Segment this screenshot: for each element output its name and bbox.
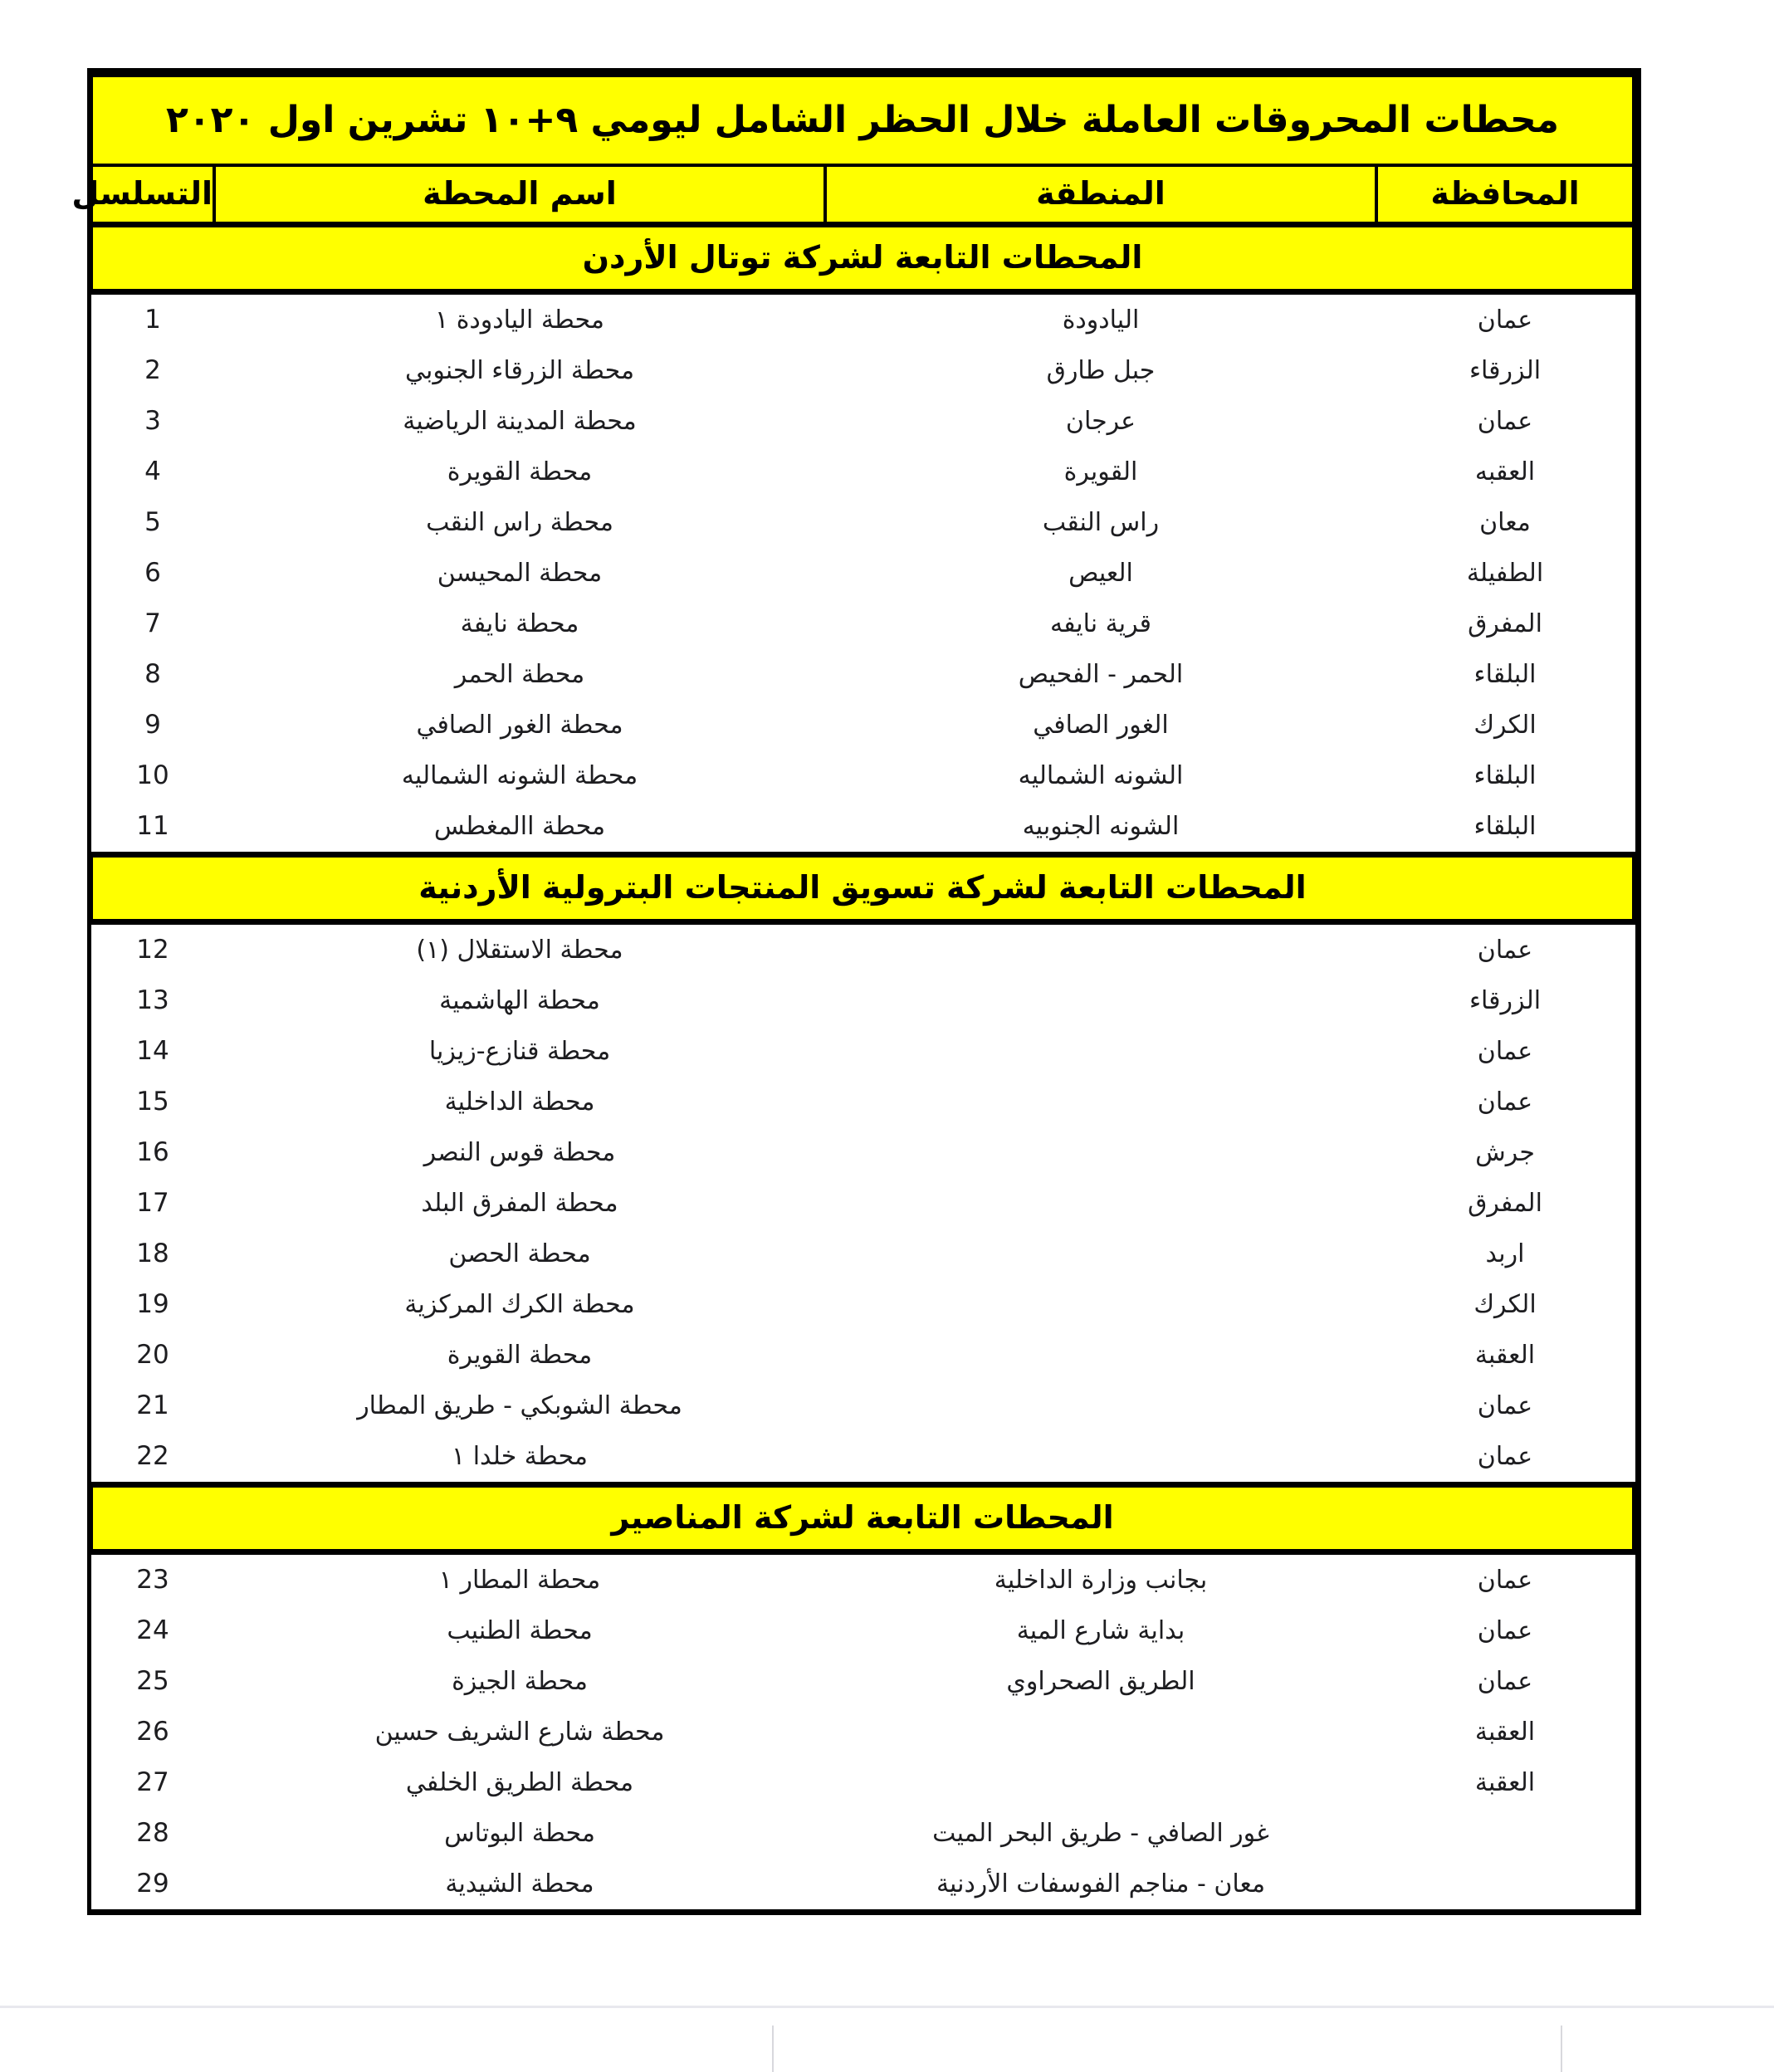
- column-header-station-name: اسم المحطة: [214, 165, 825, 225]
- cell-governorate: عمان: [1376, 1552, 1634, 1606]
- cell-region: القويرة: [825, 447, 1376, 497]
- section-heading-label: المحطات التابعة لشركة المناصير: [91, 1485, 1634, 1552]
- table-row[interactable]: [91, 1808, 1634, 1859]
- cell-governorate: الطفيلة: [1376, 548, 1634, 599]
- cell-station-name: محطة االمغطس: [214, 801, 825, 855]
- cell-governorate: البلقاء: [1376, 801, 1634, 855]
- cell-station-name: محطة الهاشمية: [214, 975, 825, 1026]
- cell-governorate: عمان: [1376, 1077, 1634, 1127]
- cell-station-name: محطة الطريق الخلفي: [214, 1757, 825, 1808]
- cell-governorate: الزرقاء: [1376, 975, 1634, 1026]
- cell-station-name: محطة الطنيب: [214, 1605, 825, 1656]
- cell-governorate: عمان: [1376, 1656, 1634, 1707]
- cell-governorate: العقبة: [1376, 1330, 1634, 1381]
- cell-station-name: محطة الغور الصافي: [214, 700, 825, 750]
- cell-region: راس النقب: [825, 497, 1376, 548]
- cell-region: الشونه الجنوبيه: [825, 801, 1376, 855]
- cell-region: [825, 1127, 1376, 1178]
- cell-station-name: محطة الحمر: [214, 649, 825, 700]
- table-body: [71, 76, 1634, 1909]
- table-row[interactable]: [91, 1431, 1634, 1485]
- cell-governorate: البلقاء: [1376, 649, 1634, 700]
- cell-seq: 3: [91, 396, 214, 447]
- cell-station-name: محطة نايفة: [214, 599, 825, 649]
- table-row[interactable]: [91, 1178, 1634, 1229]
- table-row[interactable]: [91, 1330, 1634, 1381]
- table-title-row: [91, 76, 1634, 165]
- cell-governorate: عمان: [1376, 1026, 1634, 1077]
- table-row[interactable]: [91, 1026, 1634, 1077]
- cell-seq: 8: [91, 649, 214, 700]
- cell-region: [825, 1229, 1376, 1279]
- section-header-jopetrol: [91, 855, 1634, 922]
- cell-region: الغور الصافي: [825, 700, 1376, 750]
- cell-station-name: محطة المطار ١: [214, 1552, 825, 1606]
- cell-seq: 27: [91, 1757, 214, 1808]
- table-row[interactable]: [91, 1279, 1634, 1330]
- table-row[interactable]: [91, 599, 1634, 649]
- table-row[interactable]: [91, 447, 1634, 497]
- cell-governorate: الزرقاء: [1376, 345, 1634, 396]
- stations-table: [71, 74, 1635, 1909]
- table-row[interactable]: [91, 1859, 1634, 1909]
- cell-station-name: محطة قوس النصر: [214, 1127, 825, 1178]
- cell-station-name: محطة الشيدية: [214, 1859, 825, 1909]
- cell-governorate: اربد: [1376, 1229, 1634, 1279]
- cell-seq: 4: [91, 447, 214, 497]
- cell-seq: 10: [91, 750, 214, 801]
- cell-seq: 18: [91, 1229, 214, 1279]
- cell-station-name: محطة الحصن: [214, 1229, 825, 1279]
- section-heading-label: المحطات التابعة لشركة توتال الأردن: [91, 225, 1634, 292]
- cell-governorate: الكرك: [1376, 1279, 1634, 1330]
- cell-seq: 29: [91, 1859, 214, 1909]
- table-row[interactable]: [91, 1381, 1634, 1431]
- cell-seq: 2: [91, 345, 214, 396]
- cell-region: الشونه الشماليه: [825, 750, 1376, 801]
- cell-seq: 20: [91, 1330, 214, 1381]
- cell-region: [825, 1431, 1376, 1485]
- cell-seq: 9: [91, 700, 214, 750]
- sheet-vertical-rule-left: [772, 2026, 774, 2072]
- cell-station-name: محطة اليادودة ١: [214, 292, 825, 346]
- cell-station-name: محطة القويرة: [214, 447, 825, 497]
- cell-region: العيص: [825, 548, 1376, 599]
- cell-region: [825, 922, 1376, 976]
- cell-governorate: [1376, 1808, 1634, 1859]
- table-row[interactable]: [91, 1229, 1634, 1279]
- cell-seq: 6: [91, 548, 214, 599]
- table-row[interactable]: [91, 345, 1634, 396]
- cell-region: [825, 1330, 1376, 1381]
- cell-seq: 16: [91, 1127, 214, 1178]
- table-row[interactable]: [91, 975, 1634, 1026]
- table-row[interactable]: [91, 1656, 1634, 1707]
- cell-governorate: عمان: [1376, 1381, 1634, 1431]
- cell-station-name: محطة المحيسن: [214, 548, 825, 599]
- cell-seq: 21: [91, 1381, 214, 1431]
- cell-region: [825, 1026, 1376, 1077]
- cell-region: بداية شارع المية: [825, 1605, 1376, 1656]
- cell-seq: 26: [91, 1707, 214, 1757]
- cell-governorate: البلقاء: [1376, 750, 1634, 801]
- cell-region: معان - مناجم الفوسفات الأردنية: [825, 1859, 1376, 1909]
- table-row[interactable]: [91, 292, 1634, 346]
- cell-region: الحمر - الفحيص: [825, 649, 1376, 700]
- sheet-horizontal-rule: [0, 2006, 1774, 2008]
- cell-region: قرية نايفه: [825, 599, 1376, 649]
- cell-station-name: محطة المدينة الرياضية: [214, 396, 825, 447]
- cell-region: [825, 1178, 1376, 1229]
- cell-station-name: محطة شارع الشريف حسين: [214, 1707, 825, 1757]
- cell-region: [825, 1077, 1376, 1127]
- cell-station-name: محطة البوتاس: [214, 1808, 825, 1859]
- table-row[interactable]: [91, 1605, 1634, 1656]
- section-header-total-jordan: [91, 225, 1634, 292]
- table-row[interactable]: [91, 700, 1634, 750]
- cell-governorate: المفرق: [1376, 599, 1634, 649]
- column-header-region: المنطقة: [825, 165, 1376, 225]
- cell-governorate: [1376, 1859, 1634, 1909]
- cell-region: بجانب وزارة الداخلية: [825, 1552, 1376, 1606]
- page-title: محطات المحروقات العاملة خلال الحظر الشامل ليومي ٩+١٠ تشرين اول ٢٠٢٠: [91, 76, 1634, 165]
- cell-station-name: محطة قنازع-زيزيا: [214, 1026, 825, 1077]
- cell-seq: 14: [91, 1026, 214, 1077]
- cell-seq: 28: [91, 1808, 214, 1859]
- cell-seq: 22: [91, 1431, 214, 1485]
- cell-station-name: محطة الزرقاء الجنوبي: [214, 345, 825, 396]
- cell-station-name: محطة الجيزة: [214, 1656, 825, 1707]
- table-row[interactable]: [91, 1077, 1634, 1127]
- cell-region: الطريق الصحراوي: [825, 1656, 1376, 1707]
- cell-region: [825, 1279, 1376, 1330]
- section-heading-label: المحطات التابعة لشركة تسويق المنتجات البترولية الأردنية: [91, 855, 1634, 922]
- table-row[interactable]: [91, 548, 1634, 599]
- table-row[interactable]: [91, 750, 1634, 801]
- cell-region: غور الصافي - طريق البحر الميت: [825, 1808, 1376, 1859]
- cell-governorate: عمان: [1376, 292, 1634, 346]
- table-row[interactable]: [91, 497, 1634, 548]
- cell-region: عرجان: [825, 396, 1376, 447]
- cell-region: اليادودة: [825, 292, 1376, 346]
- column-header-governorate: المحافظة: [1376, 165, 1634, 225]
- stations-table-container: [71, 68, 1641, 1915]
- cell-governorate: معان: [1376, 497, 1634, 548]
- cell-station-name: محطة راس النقب: [214, 497, 825, 548]
- cell-seq: 13: [91, 975, 214, 1026]
- cell-governorate: المفرق: [1376, 1178, 1634, 1229]
- table-row[interactable]: [91, 1127, 1634, 1178]
- cell-station-name: محطة المفرق البلد: [214, 1178, 825, 1229]
- cell-seq: 11: [91, 801, 214, 855]
- table-row[interactable]: [91, 1757, 1634, 1808]
- cell-seq: 19: [91, 1279, 214, 1330]
- column-header-seq: التسلسل: [91, 165, 214, 225]
- cell-governorate: عمان: [1376, 922, 1634, 976]
- cell-governorate: العقبة: [1376, 1757, 1634, 1808]
- cell-station-name: محطة الشونه الشماليه: [214, 750, 825, 801]
- cell-region: [825, 975, 1376, 1026]
- cell-region: [825, 1381, 1376, 1431]
- column-header-row: [91, 165, 1634, 225]
- cell-governorate: جرش: [1376, 1127, 1634, 1178]
- cell-governorate: عمان: [1376, 396, 1634, 447]
- table-row[interactable]: [91, 649, 1634, 700]
- cell-region: [825, 1757, 1376, 1808]
- cell-station-name: محطة الشوبكي - طريق المطار: [214, 1381, 825, 1431]
- cell-seq: 25: [91, 1656, 214, 1707]
- table-row[interactable]: [91, 1707, 1634, 1757]
- cell-station-name: محطة القويرة: [214, 1330, 825, 1381]
- cell-governorate: العقبه: [1376, 447, 1634, 497]
- cell-seq: 17: [91, 1178, 214, 1229]
- cell-station-name: محطة الاستقلال (١): [214, 922, 825, 976]
- cell-seq: 12: [91, 922, 214, 976]
- cell-station-name: محطة الكرك المركزية: [214, 1279, 825, 1330]
- table-row[interactable]: [91, 801, 1634, 855]
- cell-region: [825, 1707, 1376, 1757]
- cell-seq: 7: [91, 599, 214, 649]
- cell-station-name: محطة الداخلية: [214, 1077, 825, 1127]
- cell-seq: 24: [91, 1605, 214, 1656]
- cell-governorate: الكرك: [1376, 700, 1634, 750]
- cell-governorate: العقبة: [1376, 1707, 1634, 1757]
- cell-seq: 5: [91, 497, 214, 548]
- table-row[interactable]: [91, 1552, 1634, 1606]
- sheet-vertical-rule-right: [1561, 2026, 1562, 2072]
- cell-seq: 23: [91, 1552, 214, 1606]
- cell-governorate: عمان: [1376, 1605, 1634, 1656]
- cell-region: جبل طارق: [825, 345, 1376, 396]
- table-row[interactable]: [91, 396, 1634, 447]
- table-row[interactable]: [91, 922, 1634, 976]
- section-header-manaseer: [91, 1485, 1634, 1552]
- cell-seq: 1: [91, 292, 214, 346]
- cell-governorate: عمان: [1376, 1431, 1634, 1485]
- cell-seq: 15: [91, 1077, 214, 1127]
- cell-station-name: محطة خلدا ١: [214, 1431, 825, 1485]
